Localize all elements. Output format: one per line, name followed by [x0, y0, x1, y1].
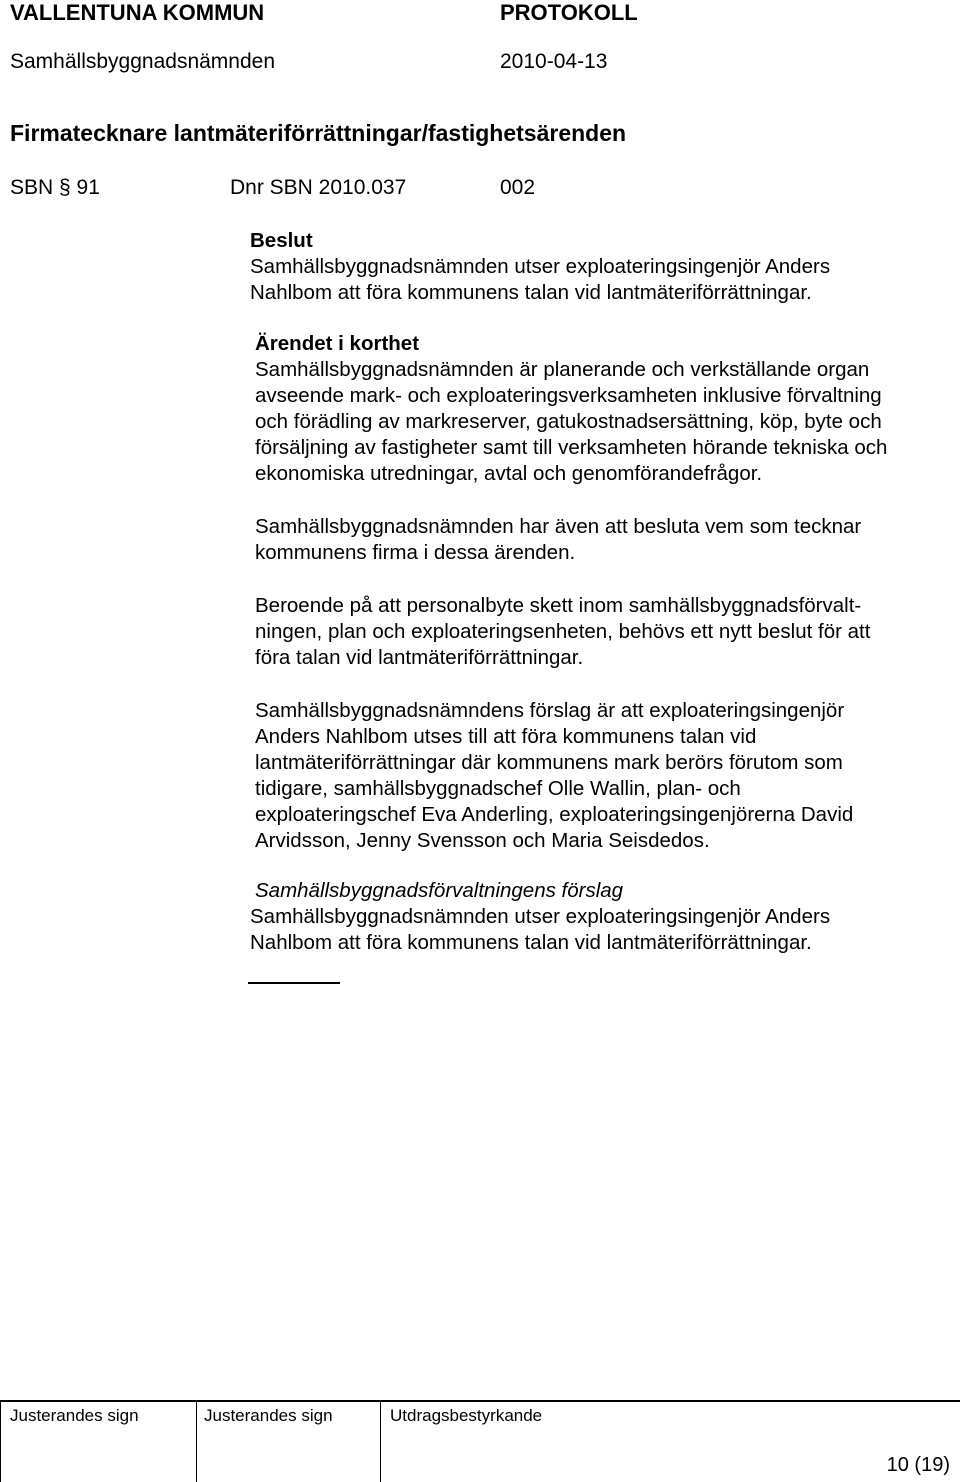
summary-p3-line: ningen, plan och exploateringsenheten, behövs ett nytt beslut för att — [255, 620, 871, 643]
organization-name: VALLENTUNA KOMMUN — [10, 0, 265, 25]
summary-p2-line: kommunens firma i dessa ärenden. — [255, 541, 576, 564]
excerpt-certification-label: Utdragsbestyrkande — [390, 1406, 543, 1425]
decision-section — [250, 228, 830, 306]
summary-p3-line: Beroende på att personalbyte skett inom samhällsbyggnadsförvalt- — [255, 594, 862, 617]
summary-p4-line: lantmäteriförrättningar där kommunens mark berörs förutom som — [255, 751, 843, 774]
summary-paragraph-2 — [255, 514, 861, 566]
summary-p4-line: Samhällsbyggnadsnämndens förslag är att exploateringsingenjör — [255, 699, 845, 722]
end-rule — [248, 982, 340, 984]
summary-heading: Ärendet i korthet — [255, 332, 420, 355]
paragraph-number: SBN § 91 — [10, 176, 100, 199]
reference-code: 002 — [500, 176, 536, 199]
footer-divider — [380, 1400, 381, 1482]
diary-number: Dnr SBN 2010.037 — [230, 176, 407, 199]
signature-box-label: Justerandes sign — [10, 1406, 139, 1425]
summary-p4-line: tidigare, samhällsbyggnadschef Olle Wallin, plan- och — [255, 777, 741, 800]
summary-paragraph-3 — [255, 593, 870, 671]
summary-p2-line: Samhällsbyggnadsnämnden har även att besluta vem som tecknar — [255, 515, 862, 538]
summary-p1-line: ekonomiska utredningar, avtal och genomförandefrågor. — [255, 462, 763, 485]
summary-p1-line: försäljning av fastigheter samt till verksamheten hörande tekniska och — [255, 436, 888, 459]
footer-divider — [196, 1400, 197, 1482]
decision-heading: Beslut — [250, 229, 313, 252]
page-title: Firmatecknare lantmäteriförrättningar/fastighetsärenden — [10, 120, 627, 146]
signature-box-label: Justerandes sign — [204, 1406, 333, 1425]
summary-p1-line: Samhällsbyggnadsnämnden är planerande och verkställande organ — [255, 358, 870, 381]
proposal-line: Nahlbom att föra kommunens talan vid lantmäteriförrättningar. — [250, 931, 812, 954]
proposal-section — [250, 878, 830, 956]
decision-line: Nahlbom att föra kommunens talan vid lantmäteriförrättningar. — [250, 281, 812, 304]
committee-name: Samhällsbyggnadsnämnden — [10, 50, 276, 73]
signature-footer — [0, 1400, 960, 1482]
summary-p1-line: och förädling av markreserver, gatukostnadsersättning, köp, byte och — [255, 410, 882, 433]
footer-top-rule — [0, 1400, 960, 1402]
summary-p4-line: Anders Nahlbom utses till att föra kommunens talan vid — [255, 725, 757, 748]
document-type: PROTOKOLL — [500, 0, 638, 25]
meeting-date: 2010-04-13 — [500, 50, 608, 73]
summary-section — [255, 331, 887, 487]
decision-line: Samhällsbyggnadsnämnden utser exploateringsingenjör Anders — [250, 255, 831, 278]
footer-divider — [0, 1400, 1, 1482]
summary-p1-line: avseende mark- och exploateringsverksamheten inklusive förvaltning — [255, 384, 882, 407]
summary-paragraph-4 — [255, 698, 853, 854]
summary-p4-line: Arvidsson, Jenny Svensson och Maria Seisdedos. — [255, 829, 710, 852]
page-number: 10 (19) — [886, 1454, 950, 1476]
proposal-heading: Samhällsbyggnadsförvaltningens förslag — [255, 879, 624, 902]
proposal-line: Samhällsbyggnadsnämnden utser exploateringsingenjör Anders — [250, 905, 831, 928]
summary-p3-line: föra talan vid lantmäteriförrättningar. — [255, 646, 584, 669]
summary-p4-line: exploateringschef Eva Anderling, exploateringsingenjörerna David — [255, 803, 854, 826]
